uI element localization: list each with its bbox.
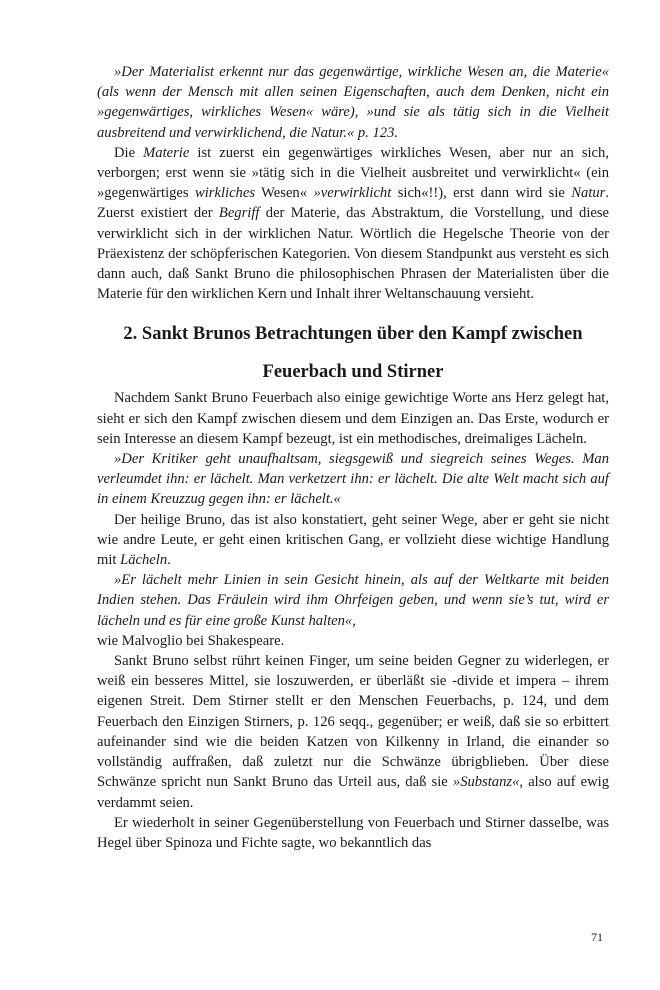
- paragraph: Sankt Bruno selbst rührt keinen Finger, um seine beiden Gegner zu widerlegen, er weiß ein besseres Mittel, sie loszuwerden, er überläßt sie -divide et impera – ihrem eigenen Streit. Dem Stirner stellt er den Menschen Feuerbachs, p. 124, und dem Feuerbach den Einzigen Stirners, p. 126 seqq., gegenüber; er weiß, daß sie so erbittert aufeinander sind wie die beiden Katzen von Kilkenny in Irland, die einander so vollständig auffraßen, daß zuletzt nur die Schwänze übrigblieben. Über diese Schwänze spricht nun Sankt Bruno das Urteil aus, daß sie »Substanz«, also auf ewig verdammt seien.: [97, 653, 610, 811]
- paragraph: Der heilige Bruno, das ist also konstatiert, geht seiner Wege, aber er geht sie nicht wie andre Leute, er geht einen kritischen Gang, er vollzieht diese wichtige Handlung mit Lächeln.: [97, 511, 609, 569]
- section-heading-line-1: 2. Sankt Brunos Betrachtungen über den Kampf zwischen: [123, 324, 583, 345]
- quote-paragraph: »Der Materialist erkennt nur das gegenwärtige, wirkliche Wesen an, die Materie« (als wenn der Mensch mit allen seinen Eigenschaften, auch dem Denken, nicht ein »gegenwärtiges, wirkliches Wesen« wäre), »und sie als tätig sich in die Vielheit ausbreitend und verwirklichend, die Natur.« p. 123.: [97, 64, 609, 141]
- paragraph: Nachdem Sankt Bruno Feuerbach also einige gewichtige Worte ans Herz gelegt hat, sieht er sich den Kampf zwischen diesem und dem Einzigen an. Das Erste, wodurch er sein Interesse an diesem Kampf bezeugt, ist ein methodisches, dreimaliges Lächeln.: [97, 390, 609, 447]
- page-number: 71: [591, 930, 603, 944]
- paragraph: Die Materie ist zuerst ein gegenwärtiges wirkliches Wesen, aber nur an sich, verborgen; erst wenn sie »tätig sich in die Vielheit ausbreitet und verwirklicht« (ein »gegenwärtiges wirkliches Wesen« »verwirklicht sich«!!), erst dann wird sie Natur. Zuerst existiert der Begriff der Materie, das Abstraktum, die Vorstellung, und diese verwirklicht sich in der wirklichen Natur. Wörtlich die Hegelsche Theorie von der Präexistenz der schöpferischen Kategorien. Von diesem Standpunkt aus versteht es sich dann auch, daß Sankt Bruno die philosophischen Phrasen der Materialisten über die Materie für den wirklichen Kern und Inhalt ihrer Weltanschauung versieht.: [97, 144, 610, 303]
- body-before-heading: [97, 62, 609, 304]
- section-heading-line-2: Feuerbach und Stirner: [262, 362, 444, 383]
- paragraph: Er wiederholt in seiner Gegenüberstellung von Feuerbach und Stirner dasselbe, was Hegel über Spinoza und Fichte sagte, wo bekanntlich das: [97, 814, 609, 851]
- document-page: [97, 62, 609, 853]
- paragraph: wie Malvoglio bei Shakespeare.: [97, 632, 285, 649]
- quote-paragraph: »Er lächelt mehr Linien in sein Gesicht hinein, als auf der Weltkarte mit beiden Indien stehen. Das Fräulein wird ihm Ohrfeigen geben, und wenn sie’s tut, wird er lächeln und es für eine große Kunst halten«,: [97, 572, 609, 629]
- quote-paragraph: »Der Kritiker geht unaufhaltsam, siegsgewiß und siegreich seines Weges. Man verleumdet ihn: er lächelt. Man verketzert ihn: er lächelt. Die alte Welt macht sich auf in einem Kreuzzug gegen ihn: er lächelt.«: [97, 451, 609, 508]
- body-after-heading: [97, 388, 609, 853]
